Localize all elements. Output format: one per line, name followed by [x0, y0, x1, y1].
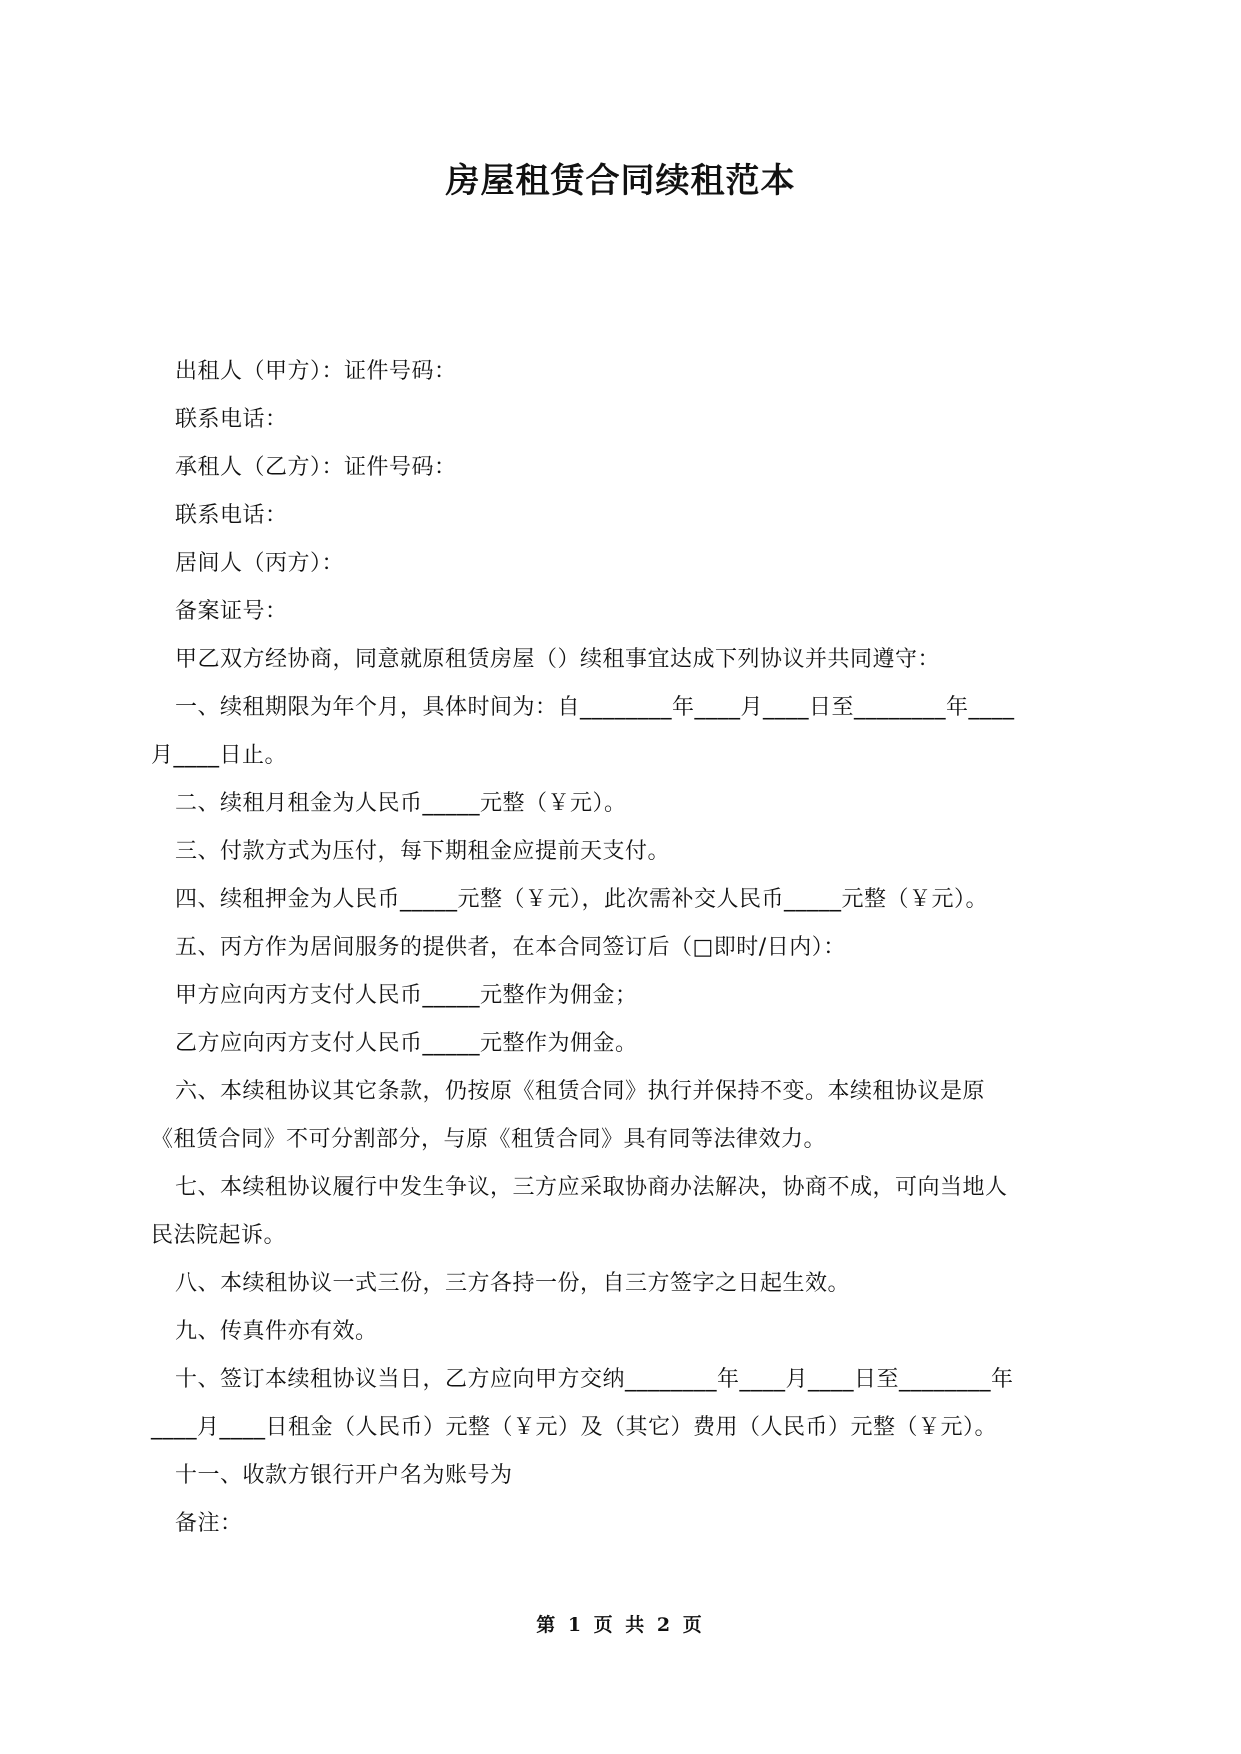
page-footer: 第 1 页 共 2 页: [536, 1614, 705, 1636]
document-line: 一、续租期限为年个月，具体时间为：自________年____月____日至________年____: [175, 695, 1015, 720]
document-line: 联系电话：: [175, 503, 288, 528]
document-line: 四、续租押金为人民币_____元整（￥元），此次需补交人民币_____元整（￥元）。: [175, 887, 989, 912]
document-line: 二、续租月租金为人民币_____元整（￥元）。: [175, 791, 627, 816]
document-line: 备注：: [175, 1511, 243, 1536]
document-line: 九、传真件亦有效。: [175, 1319, 378, 1344]
document-body: [151, 348, 1091, 1548]
document-line: 承租人（乙方）：证件号码：: [175, 455, 457, 480]
document-line: 民法院起诉。: [151, 1223, 287, 1248]
document-line: 《租赁合同》不可分割部分，与原《租赁合同》具有同等法律效力。: [151, 1127, 827, 1152]
document-line: 居间人（丙方）：: [175, 551, 345, 576]
document-line: 甲乙双方经协商，同意就原租赁房屋（）续租事宜达成下列协议并共同遵守：: [175, 647, 941, 672]
document-line: 出租人（甲方）：证件号码：: [175, 359, 457, 384]
document-line: 月____日止。: [151, 743, 288, 768]
document-line: ____月____日租金（人民币）元整（￥元）及（其它）费用（人民币）元整（￥元）。: [151, 1415, 998, 1440]
document-line: 七、本续租协议履行中发生争议，三方应采取协商办法解决，协商不成，可向当地人: [175, 1175, 1008, 1200]
document-line: 甲方应向丙方支付人民币_____元整作为佣金；: [175, 983, 638, 1008]
document-line: 八、本续租协议一式三份，三方各持一份，自三方签字之日起生效。: [175, 1271, 851, 1296]
document-line: 乙方应向丙方支付人民币_____元整作为佣金。: [175, 1031, 638, 1056]
document-line: 六、本续租协议其它条款，仍按原《租赁合同》执行并保持不变。本续租协议是原: [175, 1079, 986, 1104]
document-line: 五、丙方作为居间服务的提供者，在本合同签订后（□即时/日内）：: [175, 935, 846, 960]
document-line: 联系电话：: [175, 407, 288, 432]
document-line: 备案证号：: [175, 599, 288, 624]
document-title: 房屋租赁合同续租范本: [445, 161, 796, 201]
document-line: 三、付款方式为压付，每下期租金应提前天支付。: [175, 839, 671, 864]
document-line: 十、签订本续租协议当日，乙方应向甲方交纳________年____月____日至________年: [175, 1367, 1014, 1392]
document-line: 十一、收款方银行开户名为账号为: [175, 1463, 513, 1488]
